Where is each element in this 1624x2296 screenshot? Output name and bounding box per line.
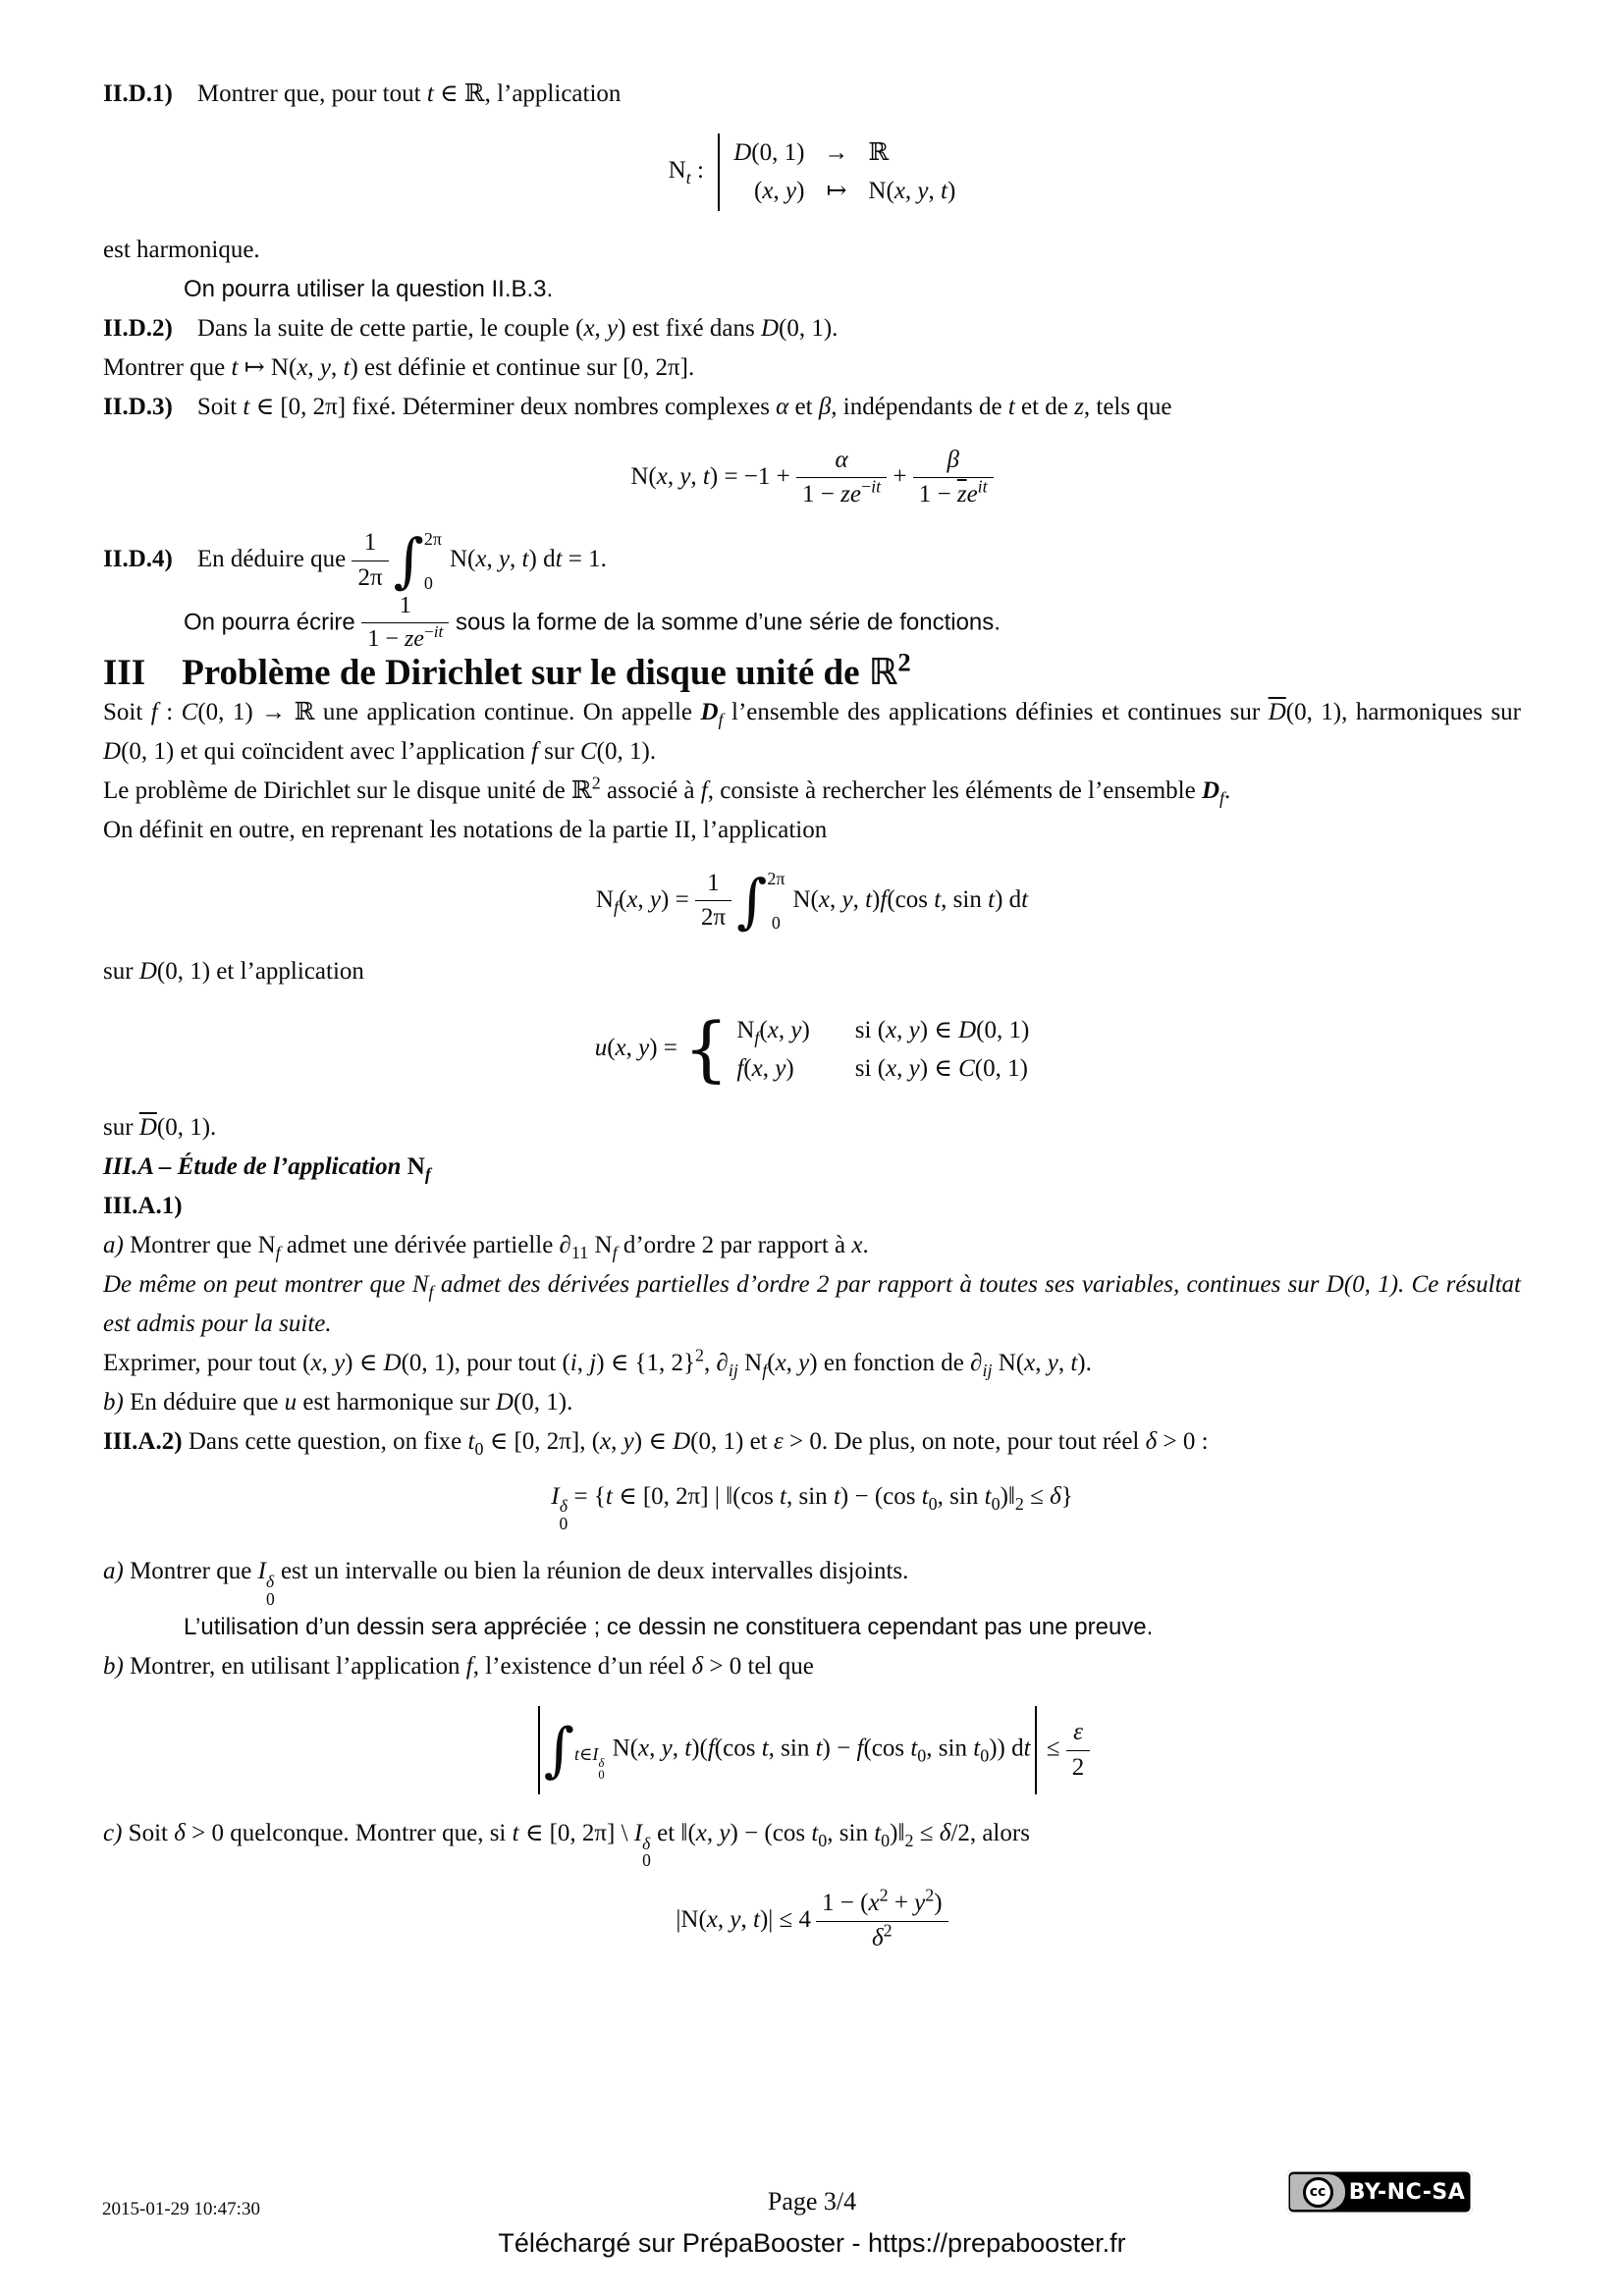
formula-I0-delta-set: I δ 0 = {t ∈ [0, 2π] | ‖(cos t, sin t) − (cos $t_0$, $\sin t_0)‖_2 \le \delta$} <box>551 1482 1073 1533</box>
cc-logo <box>1290 2174 1345 2210</box>
footer-timestamp: 2015-01-29 10:47:30 <box>102 2199 260 2219</box>
question-III-A-2-c: c) Soit δ > 0 quelconque. Montrer que, si t ∈ [0, 2π] \ I δ 0 et ‖(x, y) − (cos $t_0$, $\sin t_0)‖_2 \le \delta/2$, alors <box>103 1820 1030 1871</box>
section-III-title: III Problème de Dirichlet sur le disque unité de ℝ$^2$ <box>103 647 911 693</box>
formula-Nf-integral: $N_f(x$, y) = $\frac{1}{2\pi}$ ∫ 2π 0 N(x, y, t)f(cos t, sin t) dt <box>595 866 1029 935</box>
hint-II-D-1: On pourra utiliser la question II.B.3. <box>184 275 554 302</box>
formula-Nt-definition: $N_t$ : D(0, 1) → ℝ (x, y) ↦ N(x, y, t) <box>103 133 1521 211</box>
formula-integral-bound: ∫ t∈I δ 0 N(x, y, t)(f(cos t, sin t) − f(cos $t_0$, $\sin t_0$)) dt ≤ $\frac{\varepsilon}{2}$ <box>103 1706 1521 1794</box>
question-II-D-2-line2: Montrer que t ↦ N(x, y, t) est définie et continue sur [0, 2π]. <box>103 353 695 381</box>
question-II-D-4: II.D.4) En déduire que $\frac{1}{2\pi}$ ∫ 2π 0 N(x, y, t) dt = 1. <box>103 526 607 596</box>
question-III-A-2-b: b) Montrer, en utilisant l’application f, l’existence d’un réel δ > 0 tel que <box>103 1653 814 1681</box>
section-III-paragraph-1: Soit f : C(0, 1) → ℝ une application continue. On appelle $D_f$ l’ensemble des applications définies et continues sur $\overline{D}(0$, 1), harmoniques sur D(0, 1) et qui coïncident avec l’application f sur C(0, 1). <box>103 698 1522 765</box>
cc-circle-icon: cc <box>1303 2177 1333 2208</box>
subsection-III-A-title: III.A – Étude de l’application $N_f$ <box>103 1152 431 1184</box>
license-label: BY-NC-SA <box>1348 2179 1466 2205</box>
formula-N-decomposition: N(x, y, t) = −1 + $\frac{\alpha}{1 - ze^{-it}}$ + $\frac{\beta}{1 - \overline{z}e^{it}}$ <box>103 447 1521 510</box>
section-III-paragraph-2: Le problème de Dirichlet sur le disque unité de ℝ$^2$ associé à f, consiste à rechercher les éléments de l’ensemble $D_f$. <box>103 773 1231 808</box>
question-III-A-2: III.A.2) Dans cette question, on fixe $t_0$ ∈ [0, 2π], (x, y) ∈ D(0, 1) et ε > 0. De plus, on note, pour tout réel δ > 0 : <box>103 1427 1209 1459</box>
formula-N-bound: |N(x, y, t)| ≤ 4 $\frac{1 - (x^2 + y^2)}{\delta^2}$ <box>103 1890 1521 1953</box>
text-sur-Dbar01: sur $\overline{D}(0$, 1). <box>103 1113 217 1141</box>
hint-III-A-2-a: L’utilisation d’un dessin sera appréciée ; ce dessin ne constituera cependant pas une preuve. <box>184 1614 1154 1641</box>
question-III-A-2-a: a) Montrer que I δ 0 est un intervalle ou bien la réunion de deux intervalles disjoints. <box>103 1558 909 1609</box>
section-III-paragraph-3: On définit en outre, en reprenant les notations de la partie II, l’application <box>103 816 828 843</box>
remark-italic-III-A-1: De même on peut montrer que $N_f$ admet des dérivées partielles d’ordre 2 par rapport à toutes ses variables, continues sur D(0, 1). Ce résultat est admis pour la suite. <box>103 1270 1521 1337</box>
text-sur-D01: sur D(0, 1) et l’application <box>103 958 364 986</box>
hint-II-D-4: On pourra écrire $\frac{1}{1 - ze^{-it}}$ sous la forme de la somme d’une série de fonctions. <box>184 592 1001 653</box>
question-II-D-3: II.D.3) Soit t ∈ [0, 2π] fixé. Déterminer deux nombres complexes α et β, indépendants de t et de z, tels que <box>103 393 1172 420</box>
footer-page-number: Page 3/4 <box>767 2187 857 2216</box>
question-II-D-1: II.D.1) Montrer que, pour tout t ∈ ℝ, l’application <box>103 80 622 107</box>
question-II-D-2: II.D.2) Dans la suite de cette partie, le couple (x, y) est fixé dans D(0, 1). <box>103 314 839 342</box>
question-III-A-1-label: III.A.1) <box>103 1192 183 1219</box>
text-est-harmonique: est harmonique. <box>103 236 260 263</box>
question-III-A-1-b: b) En déduire que u est harmonique sur D(0, 1). <box>103 1388 573 1415</box>
question-III-A-1-a: a) Montrer que $N_f$ admet une dérivée partielle $\partial_{11}$ $N_f$ d’ordre 2 par rapport à x. <box>103 1231 869 1262</box>
question-III-A-1-exprimer: Exprimer, pour tout (x, y) ∈ D(0, 1), pour tout (i, j) ∈ {1, 2}$^2$, $\partial_{ij}$ $N_f(x$, y) en fonction de $\partial_{ij}$ N(x, y, t). <box>103 1345 1092 1380</box>
cc-license-badge <box>1286 2169 1473 2215</box>
footer-download-credit: Téléchargé sur PrépaBooster - https://prepabooster.fr <box>498 2228 1126 2258</box>
formula-u-cases: u(x, y) = { $N_f(x$, y) si (x, y) ∈ D(0, 1) f(x, y) si (x, y) ∈ C(0, 1) <box>594 1008 1030 1092</box>
page-content <box>103 75 1521 1972</box>
